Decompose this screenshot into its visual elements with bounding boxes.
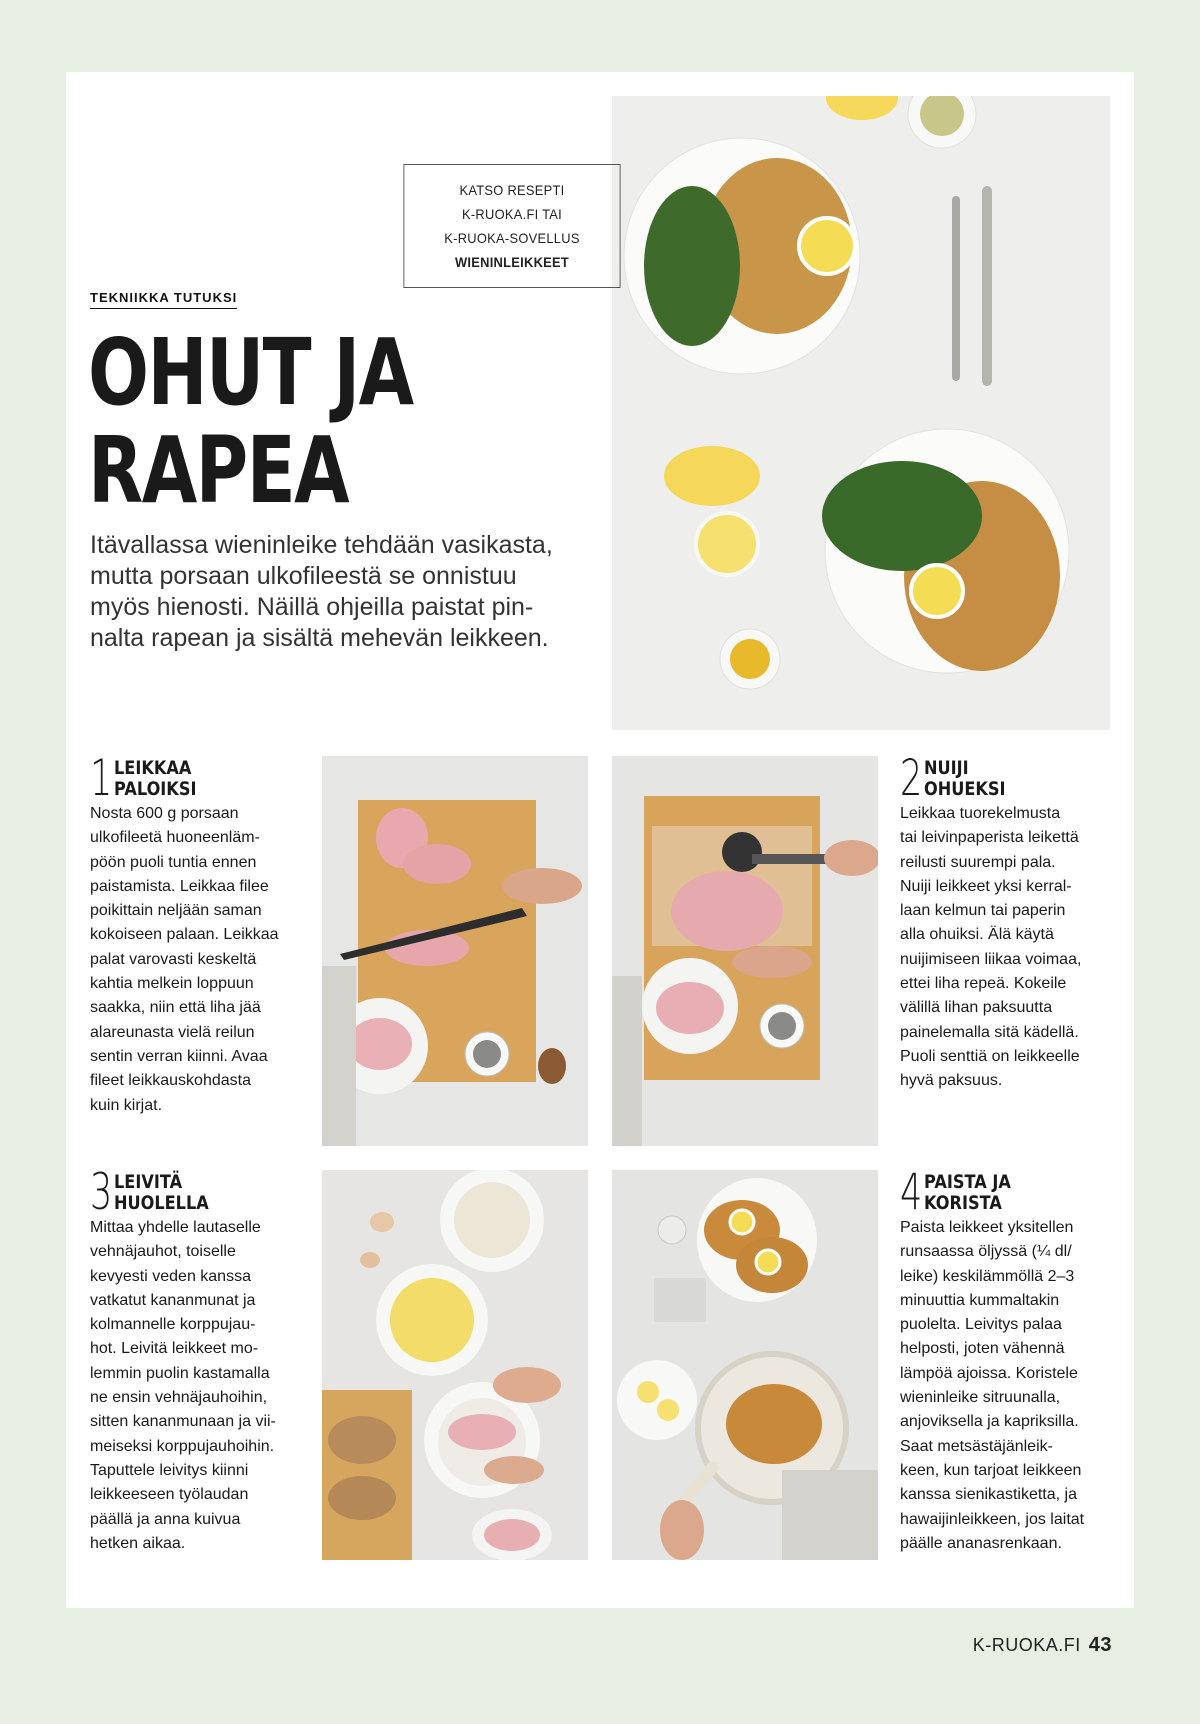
step-body-line: leikkeeseen työlaudan [90,1486,249,1504]
step-body-line: kuin kirjat. [90,1096,163,1114]
lead-line: myös hienosti. Näillä ohjeilla paistat pin- [90,593,534,621]
step-body-line: fileet leikkauskohdasta [90,1072,251,1090]
step-body-line: sitten kananmunaan ja vii- [90,1413,276,1431]
recipe-reference-box [403,164,620,288]
step-title-line: KORISTA [924,1192,1002,1214]
step-title [114,1172,209,1214]
step-body-line: minuuttia kummaltakin [900,1291,1060,1309]
step-body-line: sentin verran kiinni. Avaa [90,1047,268,1065]
recipe-box-line: KATSO RESEPTI [459,182,565,198]
step-body-line: saakka, niin että liha jää [90,999,261,1017]
step-number: 4 [900,1163,923,1221]
lead-line: Itävallassa wieninleike tehdään vasikasta, [90,531,553,559]
recipe-box-line: K-RUOKA.FI TAI [461,206,562,222]
step-body-line: hyvä paksuus. [900,1072,1003,1090]
step-title-line: HUOLELLA [114,1192,209,1214]
step-body-line: alla ohuiksi. Älä käytä [900,926,1054,944]
step-body-line: reilusti suurempi pala. [900,853,1056,871]
step-title-line: PALOIKSI [114,778,197,800]
step-body-line: Nosta 600 g porsaan [90,805,239,822]
step-body-line: kokoiseen palaan. Leikkaa [90,926,279,944]
step-body [90,802,310,1118]
photo-step-4-frying [612,1170,878,1560]
step-number: 2 [900,749,923,807]
step-body [90,1216,310,1556]
step-body [900,1216,1120,1556]
step-body-line: kahtia melkein loppuun [90,975,254,993]
headline-line: OHUT JA [88,319,413,426]
step-body-line: kanssa sienikastiketta, ja [900,1486,1077,1504]
step-body-line: helposti, joten vähennä [900,1340,1065,1358]
step-body-line: painelemalla sitä kädellä. [900,1023,1079,1041]
step-body-line: runsaassa öljyssä (¼ dl/ [900,1243,1072,1261]
section-kicker: TEKNIIKKA TUTUKSI [90,290,237,309]
step-body-line: keen, kun tarjoat leikkeen [900,1461,1082,1479]
step-body-line: välillä lihan paksuutta [900,999,1053,1017]
step-body-line: hot. Leivitä leikkeet mo- [90,1340,259,1358]
page-number: 43 [1088,1634,1112,1656]
step-body-line: kevyesti veden kanssa [90,1267,251,1285]
step-body-line: vatkatut kananmunat ja [90,1291,256,1309]
magazine-page [66,72,1134,1608]
step-title-line: LEIVITÄ [114,1171,183,1193]
step-body-line: meiseksi korppujauhoihin. [90,1437,275,1455]
step-title [114,758,196,800]
step-title-line: NUIJI [924,757,969,779]
step-body-line: laan kelmun tai paperin [900,902,1066,920]
step-body-line: ettei liha repeä. Kokeile [900,975,1067,993]
step-body-line: palat varovasti keskeltä [90,950,257,968]
step-body-line: vehnäjauhot, toiselle [90,1243,236,1261]
page-headline [88,319,413,524]
step-body-line: tai leivinpaperista leikettä [900,829,1079,847]
footer-site: K-RUOKA.FI [972,1635,1081,1655]
step-number: 1 [90,749,113,807]
step-body-line: pöön puoli tuntia ennen [90,853,257,871]
step-title-line: OHUEKSI [924,778,1006,800]
step-body-line: päälle ananasrenkaan. [900,1534,1062,1552]
step-body-line: nuijimiseen liikaa voimaa, [900,950,1082,968]
step-body-line: alareunasta vielä reilun [90,1023,255,1041]
step-title-line: PAISTA JA [924,1171,1011,1193]
step-title [924,1172,1011,1214]
lead-paragraph [90,530,590,654]
step-body-line: paistamista. Leikkaa filee [90,877,269,895]
lead-line: nalta rapean ja sisältä mehevän leikkeen. [90,624,549,652]
step-body-line: hawaijinleikkeen, jos laitat [900,1510,1085,1528]
step-4 [900,1163,1120,1556]
step-number: 3 [90,1163,113,1221]
step-body-line: Saat metsästäjänleik- [900,1437,1053,1455]
step-body-line: Taputtele leivitys kiinni [90,1461,249,1479]
page-footer [973,1634,1112,1657]
step-body-line: Leikkaa tuorekelmusta [900,805,1061,822]
step-body-line: päällä ja anna kuivua [90,1510,241,1528]
headline-line: RAPEA [88,417,349,524]
step-2 [900,749,1120,1094]
step-body-line: anjoviksella ja kapriksilla. [900,1413,1079,1431]
step-1 [90,749,310,1118]
step-body-line: Paista leikkeet yksitellen [900,1219,1074,1236]
step-body-line: Nuiji leikkeet yksi kerral- [900,877,1072,895]
photo-step-3-breading [322,1170,588,1560]
step-body-line: kolmannelle korppujau- [90,1316,256,1334]
step-body-line: hetken aikaa. [90,1534,186,1552]
recipe-box-line: K-RUOKA-SOVELLUS [444,230,580,246]
step-body-line: ulkofileetä huoneenläm- [90,829,260,847]
photo-step-1-cutting [322,756,588,1146]
step-body-line: lemmin puolin kastamalla [90,1364,270,1382]
step-body-line: wieninleike sitruunalla, [900,1389,1061,1407]
recipe-name: WIENINLEIKKEET [454,254,570,270]
step-body-line: poikittain neljään saman [90,902,262,920]
step-body-line: Mittaa yhdelle lautaselle [90,1219,261,1236]
photo-step-2-pounding [612,756,878,1146]
step-title-line: LEIKKAA [114,757,192,779]
hero-photo-schnitzel-plates [612,96,1110,730]
step-3 [90,1163,310,1556]
step-body-line: lämpöä ajoissa. Koristele [900,1364,1078,1382]
step-body [900,802,1120,1094]
step-body-line: Puoli senttiä on leikkeelle [900,1047,1080,1065]
step-body-line: puolelta. Leivitys palaa [900,1316,1062,1334]
lead-line: mutta porsaan ulkofileestä se onnistuu [90,562,517,590]
step-body-line: ne ensin vehnäjauhoihin, [90,1389,268,1407]
step-body-line: leike) keskilämmöllä 2–3 [900,1267,1075,1285]
step-title [924,758,1006,800]
